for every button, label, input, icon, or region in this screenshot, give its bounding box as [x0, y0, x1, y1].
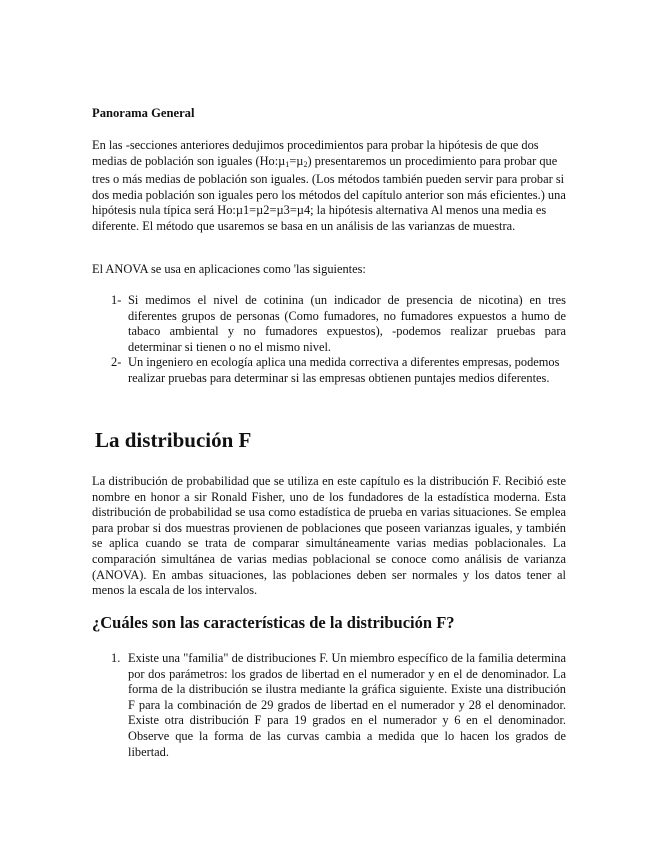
section-title-panorama: Panorama General [92, 106, 195, 120]
section-title-distribucion-f: La distribución F [95, 428, 252, 452]
list-item [92, 355, 566, 386]
list-item-number: 1- [111, 293, 122, 307]
list-item-number: 2- [111, 355, 122, 370]
paragraph-distribucion-f: La distribución de probabilidad que se utiliza en este capítulo es la distribución F. Recibió este nombre en honor a sir Ronald Fisher, uno de los fundadores de la estadística moderna. Esta distribución de probabilidad se usa como estadística de prueba en varias situaciones. Se emplea para probar si dos muestras provienen de poblaciones que poseen varianzas iguales, y también se aplica cuando se trata de comparar simultáneamente varias medias poblacionales. La comparación simultánea de varias medias poblacional se conoce como análisis de varianza (ANOVA). En ambas situaciones, las poblaciones deben ser normales y los datos tener al menos la escala de los intervalos. [92, 474, 566, 598]
applications-list [92, 293, 566, 387]
list-item [92, 293, 566, 355]
list-item-text: Un ingeniero en ecología aplica una medida correctiva a diferentes empresas, podemos realizar pruebas para determinar si las empresas obtienen puntajes medios diferentes. [128, 355, 560, 385]
list-item-text: Existe una "familia" de distribuciones F. Un miembro específico de la familia determina por dos parámetros: los grados de libertad en el numerador y en el de denominador. La forma de la distribución se ilustra mediante la gráfica siguiente. Existe una distribución F para la combinación de 29 grados de libertad en el numerador y 28 el denominador. Existe otra distribución F para 19 grados en el numerador y 6 en el denominador. Observe que la forma de las curvas cambia a medida que lo hacen los grados de libertad. [128, 651, 566, 759]
list-item-number: 1. [111, 651, 121, 665]
paragraph-anova-intro: El ANOVA se usa en aplicaciones como 'las siguientes: [92, 262, 366, 276]
paragraph-panorama: En las -secciones anteriores dedujimos procedimientos para probar la hipótesis de que dos medias de población son iguales (Ho:µ$_1$=µ$_2$) presentaremos un procedimiento para probar que tres o más medias de población son iguales. (Los métodos también pueden servir para probar si dos media población son iguales pero los métodos del capítulo anterior son más eficientes.) una hipótesis nula típica será Ho:µ1=µ2=µ3=µ4; la hipótesis alternativa Al menos una media es diferente. El método que usaremos se basa en un análisis de las varianzas de muestra. [92, 138, 566, 233]
list-item [92, 651, 566, 760]
section-title-caracteristicas: ¿Cuáles son las características de la distribución F? [92, 613, 455, 632]
characteristics-list [92, 651, 566, 760]
list-item-text: Si medimos el nivel de cotinina (un indicador de presencia de nicotina) en tres diferentes grupos de personas (Como fumadores, no fumadores expuestos a humo de tabaco ambiental y no fumadores expuestos), -podemos realizar pruebas para determinar si tienen o no el mismo nivel. [128, 293, 566, 354]
